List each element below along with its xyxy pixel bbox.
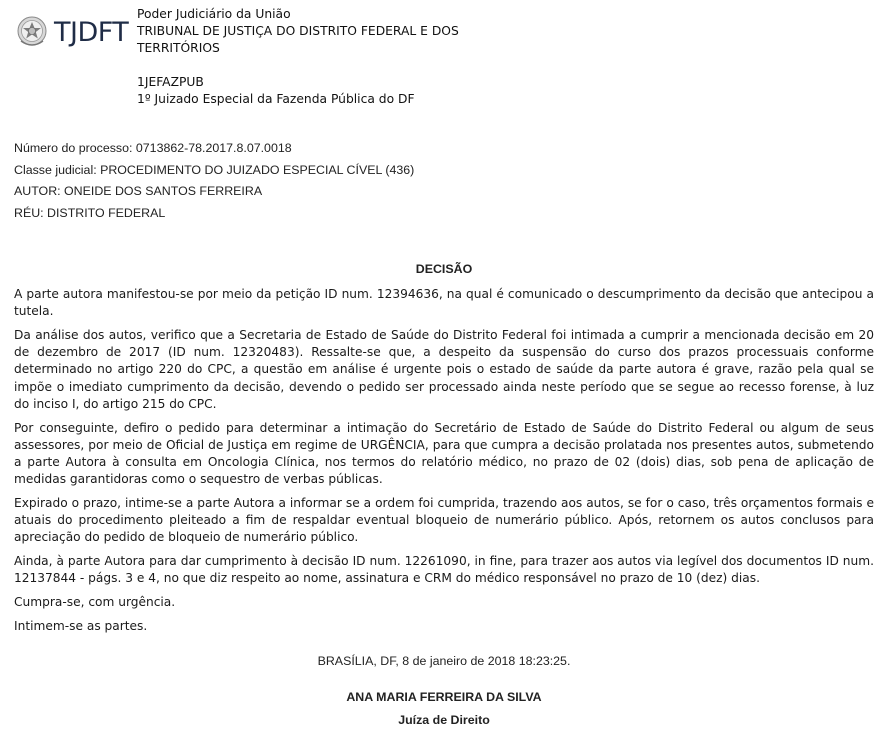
- header-line-1: Poder Judiciário da União: [137, 7, 291, 21]
- decision-paragraph: Expirado o prazo, intime-se a parte Autora a informar se a ordem foi cumprida, trazendo aos autos, se for o caso, três orçamentos formais e atuais do procedimento pleiteado a fim de respaldar eventual bloqueio de numerário público. Após, retornem os autos conclusos para apreciação do pedido de bloqueio de numerário público.: [14, 496, 874, 545]
- process-number: Número do processo: 0713862-78.2017.8.07.0018: [14, 141, 292, 155]
- signer-name: ANA MARIA FERREIRA DA SILVA: [346, 690, 542, 704]
- process-info: [14, 138, 414, 224]
- court-name: 1º Juizado Especial da Fazenda Pública do DF: [137, 92, 415, 106]
- court-code: 1JEFAZPUB: [137, 75, 204, 89]
- document-header: [14, 6, 874, 112]
- decision-body: [14, 286, 874, 642]
- decision-paragraph: Intimem-se as partes.: [14, 619, 148, 634]
- decision-paragraph: A parte autora manifestou-se por meio da petição ID num. 12394636, na qual é comunicado o descumprimento da decisão que antecipou a tutela.: [14, 287, 874, 319]
- header-text: [137, 6, 459, 108]
- judicial-class: Classe judicial: PROCEDIMENTO DO JUIZADO ESPECIAL CÍVEL (436): [14, 162, 415, 177]
- coat-of-arms-seal-icon: [16, 14, 48, 50]
- decision-paragraph: Cumpra-se, com urgência.: [14, 595, 176, 610]
- tjdft-logo: TJDFT: [54, 17, 129, 48]
- signer-role: Juíza de Direito: [398, 713, 490, 727]
- plaintiff: AUTOR: ONEIDE DOS SANTOS FERREIRA: [14, 184, 263, 198]
- decision-title: DECISÃO: [415, 262, 473, 276]
- decision-paragraph: Por conseguinte, defiro o pedido para determinar a intimação do Secretário de Estado de Saúde do Distrito Federal ou algum de seus assessores, por meio de Oficial de Justiça em regime de URGÊNCIA, para que cumpra a decisão prolatada nos presentes autos, submetendo a parte Autora à consulta em Oncologia Clínica, nos termos do relatório médico, no prazo de 02 (dois) dias, sob pena de aplicação de medidas garantidoras como o sequestro de verbas públicas.: [14, 420, 874, 487]
- header-line-3: TERRITÓRIOS: [137, 41, 220, 55]
- place-date-line: BRASÍLIA, DF, 8 de janeiro de 2018 18:23:25.: [317, 654, 571, 668]
- header-line-2: TRIBUNAL DE JUSTIÇA DO DISTRITO FEDERAL E DOS: [137, 24, 459, 38]
- defendant: RÉU: DISTRITO FEDERAL: [14, 205, 166, 220]
- decision-paragraph: Da análise dos autos, verifico que a Secretaria de Estado de Saúde do Distrito Federal foi intimada a cumprir a mencionada decisão em 20 de dezembro de 2017 (ID num. 12320483). Ressalte-se que, a despeito da suspensão do curso dos prazos processuais conforme determinado no artigo 220 do CPC, a questão em análise é urgente pois o estado de saúde da parte autora é grave, razão pela qual se impõe o imediato cumprimento da decisão, devendo o pedido ser processado ainda neste período que se segue ao recesso forense, à luz do inciso I, do artigo 215 do CPC.: [14, 328, 874, 411]
- decision-paragraph: Ainda, à parte Autora para dar cumprimento à decisão ID num. 12261090, in fine, para trazer aos autos via legível dos documentos ID num. 12137844 - págs. 3 e 4, no que diz respeito ao nome, assinatura e CRM do médico responsável no prazo de 10 (dez) dias.: [14, 554, 874, 586]
